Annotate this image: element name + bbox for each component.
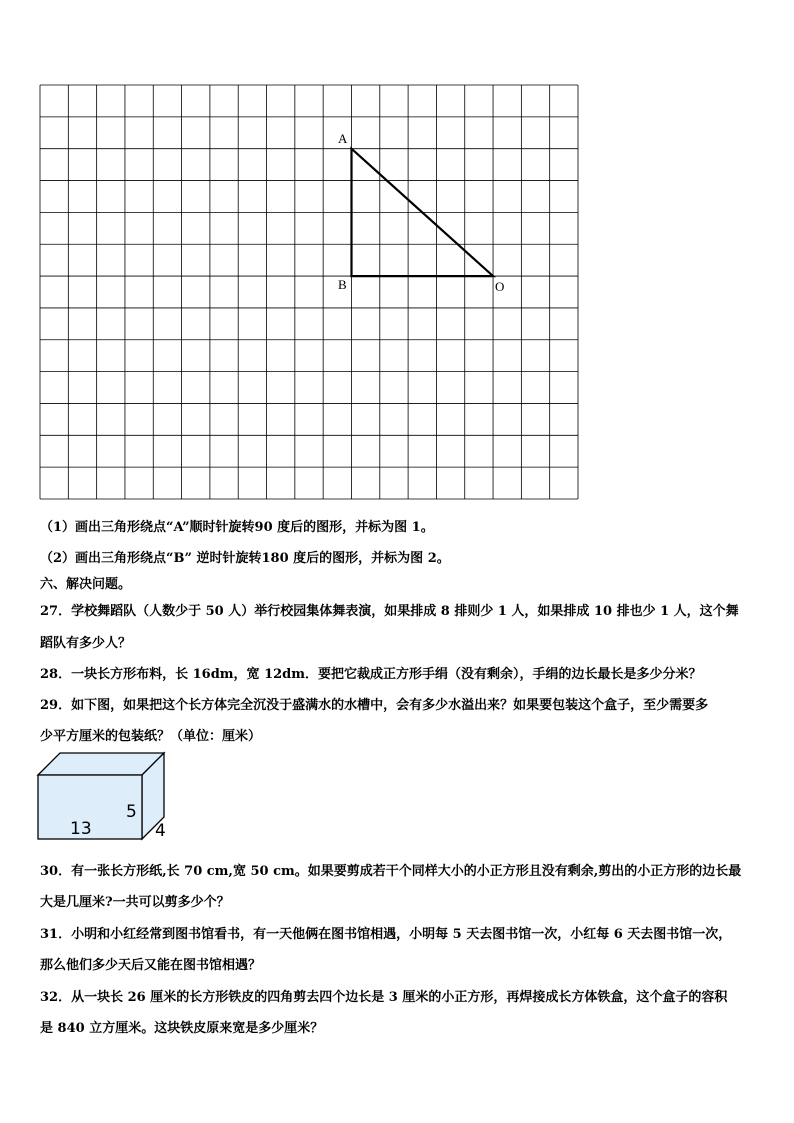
question-31-line-1: 31．小明和小红经常到图书馆看书，有一天他俩在图书馆相遇，小明每 5 天去图书馆一次，小红每 6 天去图书馆一次， <box>40 927 732 942</box>
instruction-2: （2）画出三角形绕点“B” 逆时针旋转180 度后的图形，并标为图 2。 <box>40 551 450 566</box>
grid-figure <box>0 0 794 520</box>
section-title: 六、解决问题。 <box>40 577 132 592</box>
question-30-line-1: 30．有一张长方形纸,长 70 cm,宽 50 cm。如果要剪成若干个同样大小的小正方形且没有剩余,剪出的小正方形的边长最 <box>40 864 742 879</box>
question-31-line-2: 那么他们多少天后又能在图书馆相遇？ <box>40 958 262 973</box>
instruction-1: （1）画出三角形绕点“A”顺时针旋转90 度后的图形，并标为图 1。 <box>40 520 434 535</box>
cuboid-length-label: 13 <box>70 819 92 839</box>
cuboid-width-label: 4 <box>155 821 166 841</box>
cuboid-figure <box>36 751 176 843</box>
question-27-line-2: 蹈队有多少人？ <box>40 636 132 651</box>
point-label-b: B <box>338 277 347 292</box>
question-29-line-1: 29．如下图，如果把这个长方体完全沉没于盛满水的水槽中，会有多少水溢出来？如果要包装这个盒子，至少需要多 <box>40 698 709 713</box>
question-27-line-1: 27．学校舞蹈队（人数少于 50 人）举行校园集体舞表演，如果排成 8 排则少 1 人，如果排成 10 排也少 1 人，这个舞 <box>40 604 739 619</box>
question-32-line-1: 32．从一块长 26 厘米的长方形铁皮的四角剪去四个边长是 3 厘米的小正方形，再焊接成长方体铁盒，这个盒子的容积 <box>40 990 728 1005</box>
point-label-a: A <box>338 131 348 146</box>
question-29-line-2: 少平方厘米的包装纸？（单位：厘米） <box>40 729 262 744</box>
question-32-line-2: 是 840 立方厘米。这块铁皮原来宽是多少厘米？ <box>40 1021 324 1036</box>
cuboid-height-label: 5 <box>126 802 137 822</box>
point-label-o: O <box>495 279 505 294</box>
question-28-line-1: 28．一块长方形布料，长 16dm，宽 12dm．要把它裁成正方形手绢（没有剩余），手绢的边长最长是多少分米？ <box>40 667 702 682</box>
question-30-line-2: 大是几厘米?一共可以剪多少个？ <box>40 895 230 910</box>
